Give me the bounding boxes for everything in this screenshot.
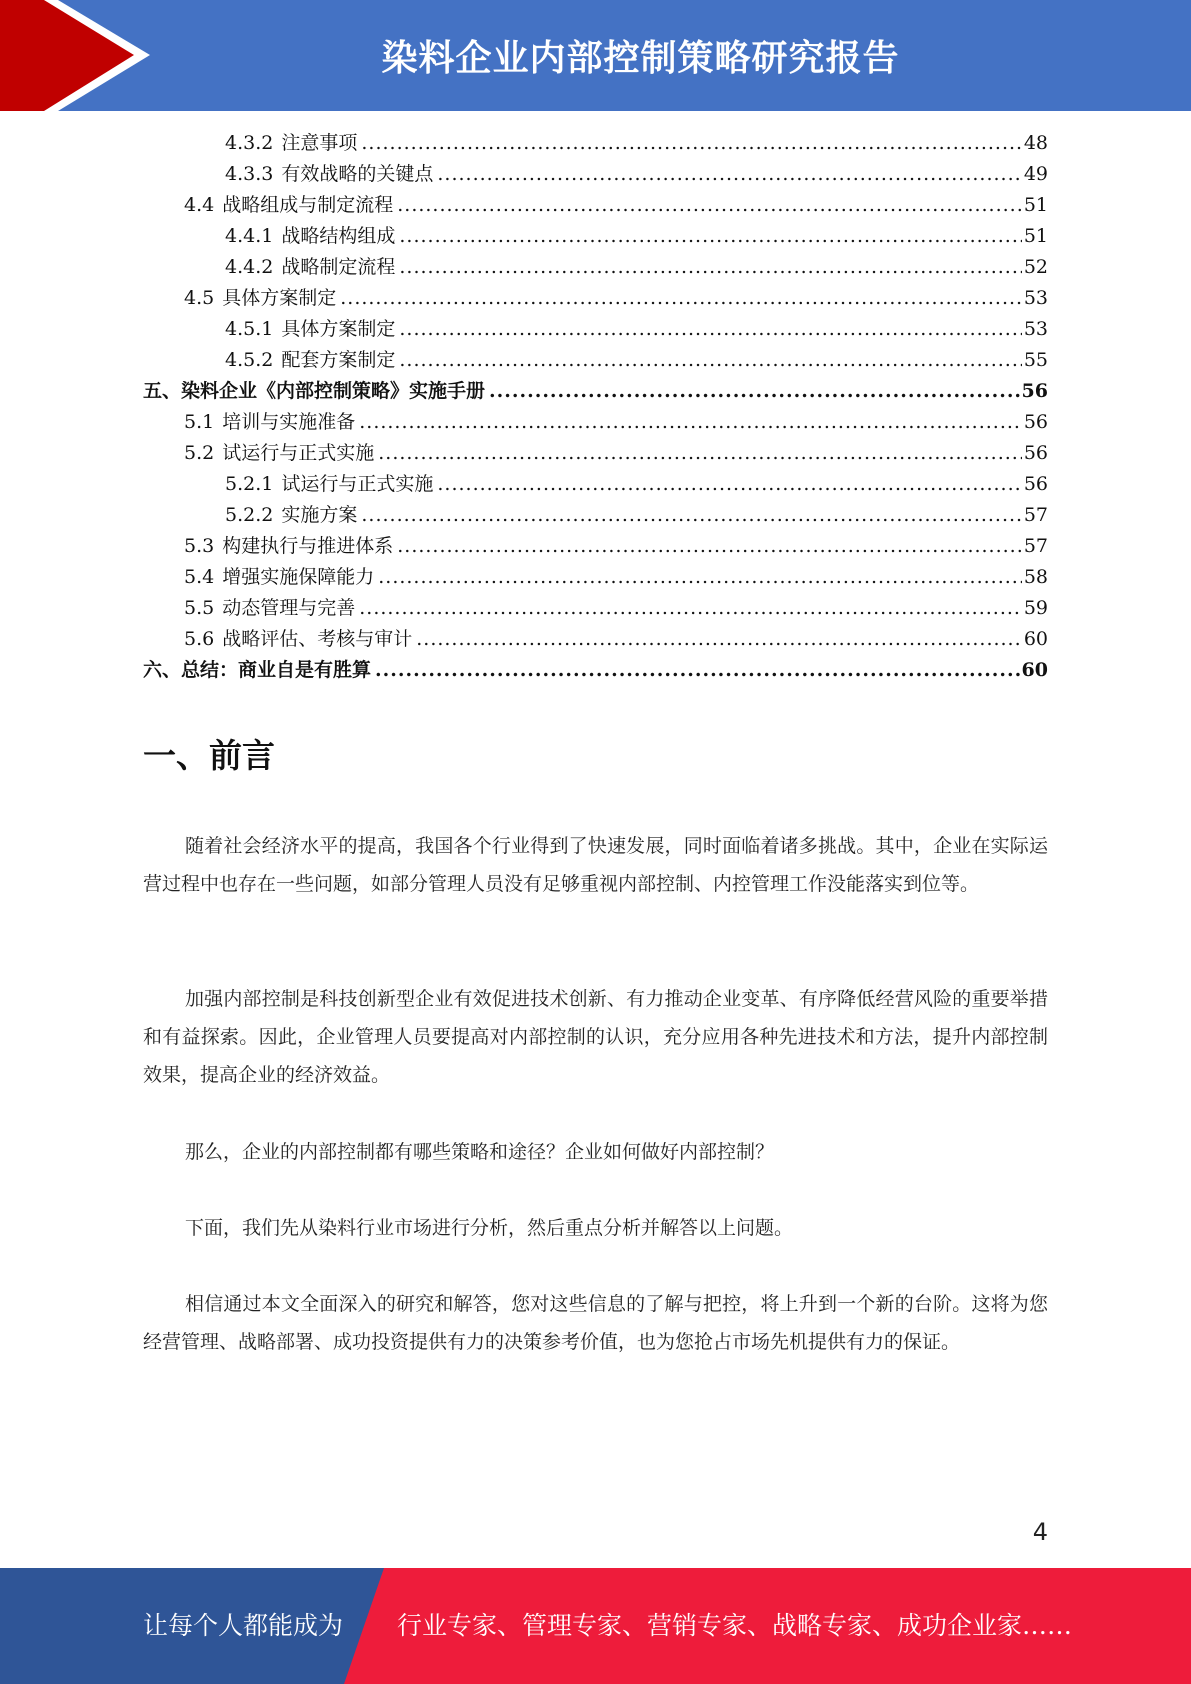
toc-entry-title: 动态管理与完善: [222, 597, 356, 619]
toc-entry-number: 5.5: [184, 597, 215, 619]
toc-leader-dots: [361, 500, 1021, 531]
toc-entry[interactable]: [143, 438, 1048, 469]
toc-entry-number: 5.3: [184, 535, 215, 557]
toc-leader-dots: [399, 345, 1021, 376]
toc-leader-dots: [399, 221, 1021, 252]
toc-entry-page: 51: [1023, 225, 1048, 247]
red-chevron-graphic: [0, 0, 150, 111]
toc-entry[interactable]: [143, 407, 1048, 438]
toc-entry-title: 培训与实施准备: [222, 411, 356, 433]
toc-entry-number: 5.2.2: [225, 504, 274, 526]
toc-leader-dots: [399, 252, 1021, 283]
toc-entry-number: 4.4.2: [225, 256, 274, 278]
toc-entry-page: 57: [1023, 504, 1048, 526]
toc-entry-number: 4.5: [184, 287, 215, 309]
paragraph-1: 随着社会经济水平的提高，我国各个行业得到了快速发展，同时面临着诸多挑战。其中，企业在实际运营过程中也存在一些问题，如部分管理人员没有足够重视内部控制、内控管理工作没能落实到位等。: [143, 835, 1048, 895]
header-banner: [0, 0, 1191, 111]
toc-entry[interactable]: [143, 655, 1048, 686]
toc-entry-page: 56: [1023, 473, 1048, 495]
toc-entry-title: 增强实施保障能力: [222, 566, 375, 588]
paragraph-4: 下面，我们先从染料行业市场进行分析，然后重点分析并解答以上问题。: [185, 1217, 794, 1239]
toc-entry-title: 具体方案制定: [222, 287, 337, 309]
footer-slogan-left: 让每个人都能成为: [143, 1611, 344, 1640]
toc-entry[interactable]: [143, 314, 1048, 345]
toc-leader-dots: [437, 159, 1021, 190]
toc-entry-title: 试运行与正式实施: [281, 473, 434, 495]
toc-entry[interactable]: [143, 500, 1048, 531]
table-of-contents: [143, 128, 1048, 686]
toc-entry-page: 53: [1023, 287, 1048, 309]
toc-leader-dots: [437, 469, 1021, 500]
toc-entry-title: 具体方案制定: [281, 318, 396, 340]
toc-entry[interactable]: [143, 624, 1048, 655]
toc-entry-page: 53: [1023, 318, 1048, 340]
page-number: 4: [1032, 1518, 1048, 1546]
toc-entry[interactable]: [143, 128, 1048, 159]
toc-entry-number: 5.2: [184, 442, 215, 464]
toc-entry-title: 构建执行与推进体系: [222, 535, 394, 557]
paragraph-5: 相信通过本文全面深入的研究和解答，您对这些信息的了解与把控，将上升到一个新的台阶。这将为您经营管理、战略部署、成功投资提供有力的决策参考价值，也为您抢占市场先机提供有力的保证。: [143, 1293, 1048, 1353]
toc-entry-number: 4.5.1: [225, 318, 274, 340]
toc-leader-dots: [359, 593, 1022, 624]
toc-entry[interactable]: [143, 190, 1048, 221]
section-heading: 一、前言: [143, 736, 275, 775]
toc-entry[interactable]: [143, 531, 1048, 562]
toc-entry-number: 4.3.2: [225, 132, 274, 154]
toc-entry-number: 4.4.1: [225, 225, 274, 247]
toc-entry-title: 战略评估、考核与审计: [222, 628, 413, 650]
toc-entry-page: 56: [1021, 380, 1048, 402]
footer-slogan-right: 行业专家、管理专家、营销专家、战略专家、成功企业家……: [397, 1611, 1073, 1640]
toc-entry[interactable]: [143, 252, 1048, 283]
toc-entry-title: 配套方案制定: [281, 349, 396, 371]
toc-entry[interactable]: [143, 376, 1048, 407]
toc-entry-page: 52: [1023, 256, 1048, 278]
toc-entry-title: 试运行与正式实施: [222, 442, 375, 464]
toc-entry[interactable]: [143, 562, 1048, 593]
toc-entry-number: 4.4: [184, 194, 215, 216]
toc-leader-dots: [378, 562, 1022, 593]
toc-leader-dots: [378, 438, 1022, 469]
toc-entry-page: 55: [1023, 349, 1048, 371]
toc-entry-page: 60: [1021, 659, 1048, 681]
toc-entry[interactable]: [143, 221, 1048, 252]
toc-entry[interactable]: [143, 345, 1048, 376]
toc-entry-page: 48: [1023, 132, 1048, 154]
toc-entry-page: 58: [1023, 566, 1048, 588]
toc-entry-title: 实施方案: [281, 504, 358, 526]
toc-entry[interactable]: [143, 159, 1048, 190]
toc-entry-title: 战略制定流程: [281, 256, 396, 278]
toc-leader-dots: [340, 283, 1022, 314]
toc-entry-page: 60: [1023, 628, 1048, 650]
toc-entry-number: 5.2.1: [225, 473, 274, 495]
toc-entry-number: 4.3.3: [225, 163, 274, 185]
toc-entry-page: 56: [1023, 411, 1048, 433]
report-title: 染料企业内部控制策略研究报告: [381, 38, 900, 79]
toc-leader-dots: [416, 624, 1022, 655]
toc-leader-dots: [397, 190, 1022, 221]
toc-entry[interactable]: [143, 469, 1048, 500]
footer-banner: [0, 1568, 1191, 1684]
toc-leader-dots: [397, 531, 1022, 562]
toc-entry-number: 5.4: [184, 566, 215, 588]
toc-leader-dots: [375, 655, 1020, 686]
toc-entry-title: 六、总结：商业自是有胜算: [143, 659, 372, 681]
toc-entry-page: 49: [1023, 163, 1048, 185]
toc-entry-page: 59: [1023, 597, 1048, 619]
toc-entry-title: 注意事项: [281, 132, 358, 154]
toc-leader-dots: [359, 407, 1022, 438]
toc-entry-title: 有效战略的关键点: [281, 163, 434, 185]
toc-leader-dots: [361, 128, 1021, 159]
toc-entry-number: 4.5.2: [225, 349, 274, 371]
toc-entry-page: 57: [1023, 535, 1048, 557]
toc-entry-number: 5.6: [184, 628, 215, 650]
toc-entry-number: 5.1: [184, 411, 215, 433]
toc-entry[interactable]: [143, 593, 1048, 624]
paragraph-3: 那么，企业的内部控制都有哪些策略和途径？企业如何做好内部控制？: [185, 1141, 775, 1163]
toc-entry-title: 战略组成与制定流程: [222, 194, 394, 216]
toc-entry-page: 51: [1023, 194, 1048, 216]
toc-leader-dots: [489, 376, 1020, 407]
toc-leader-dots: [399, 314, 1021, 345]
toc-entry-title: 五、染料企业《内部控制策略》实施手册: [143, 380, 486, 402]
toc-entry[interactable]: [143, 283, 1048, 314]
toc-entry-title: 战略结构组成: [281, 225, 396, 247]
toc-entry-page: 56: [1023, 442, 1048, 464]
paragraph-2: 加强内部控制是科技创新型企业有效促进技术创新、有力推动企业变革、有序降低经营风险的重要举措和有益探索。因此，企业管理人员要提高对内部控制的认识，充分应用各种先进技术和方法，提升内部控制效果，提高企业的经济效益。: [143, 988, 1048, 1086]
